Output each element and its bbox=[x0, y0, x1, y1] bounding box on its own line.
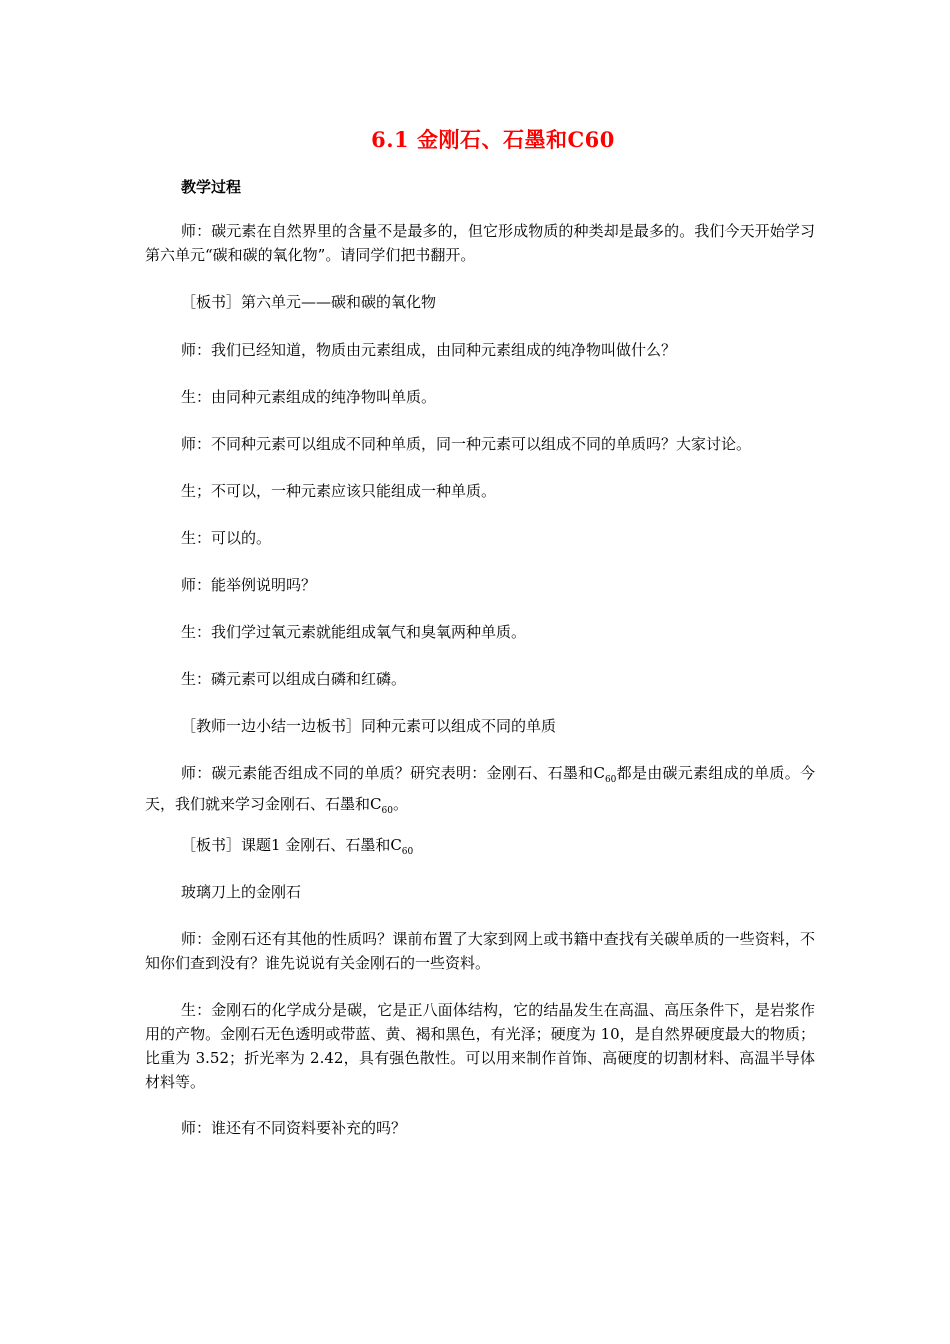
subscript: 60 bbox=[401, 847, 414, 857]
paragraph: 玻璃刀上的金刚石 bbox=[181, 883, 302, 901]
paragraph: 生：由同种元素组成的纯净物叫单质。 bbox=[181, 388, 437, 406]
paragraph: 生：我们学过氧元素就能组成氧气和臭氧两种单质。 bbox=[181, 623, 527, 641]
paragraph-text: 。 bbox=[392, 795, 408, 813]
subscript: 60 bbox=[604, 775, 617, 785]
paragraph: 生：可以的。 bbox=[181, 529, 272, 547]
paragraph: 师：能举例说明吗？ bbox=[181, 576, 317, 594]
paragraph-text: 都是由碳元素组成的单质。今天，我们就来学习金刚石、石墨和C bbox=[145, 764, 815, 813]
paragraph: 师：谁还有不同资料要补充的吗？ bbox=[181, 1119, 407, 1137]
paragraph bbox=[145, 833, 815, 864]
paragraph: ［教师一边小结一边板书］同种元素可以组成不同的单质 bbox=[181, 717, 557, 735]
subscript: 60 bbox=[381, 806, 393, 816]
paragraph: 生；不可以，一种元素应该只能组成一种单质。 bbox=[181, 482, 497, 500]
section-heading: 教学过程 bbox=[181, 178, 242, 196]
paragraph: 生：金刚石的化学成分是碳，它是正八面体结构，它的结晶发生在高温、高压条件下，是岩浆作用的产物。金刚石无色透明或带蓝、黄、褐和黑色，有光泽；硬度为 10，是自然界硬度最大的物质；比重为 3.52；折光率为 2.42，具有强色散性。可以用来制作首饰、高硬度的切割材料、高温半导体材料等。 bbox=[145, 1001, 815, 1091]
paragraph: 师：不同种元素可以组成不同种单质，同一种元素可以组成不同的单质吗？大家讨论。 bbox=[181, 435, 752, 453]
paragraph: 师：金刚石还有其他的性质吗？课前布置了大家到网上或书籍中查找有关碳单质的一些资料，不知你们查到没有？谁先说说有关金刚石的一些资料。 bbox=[145, 930, 815, 972]
paragraph: 生：磷元素可以组成白磷和红磷。 bbox=[181, 670, 407, 688]
paragraph-text: ［板书］课题1 金刚石、石墨和C bbox=[181, 836, 402, 854]
document-title: 6.1 金刚石、石墨和C60 bbox=[371, 127, 615, 152]
paragraph bbox=[145, 761, 815, 823]
paragraph: 师：我们已经知道，物质由元素组成，由同种元素组成的纯净物叫做什么？ bbox=[181, 341, 677, 359]
paragraph-text: 师：碳元素能否组成不同的单质？研究表明：金刚石、石墨和C bbox=[181, 764, 605, 782]
paragraph: ［板书］第六单元——碳和碳的氧化物 bbox=[181, 293, 437, 311]
paragraph: 师：碳元素在自然界里的含量不是最多的，但它形成物质的种类却是最多的。我们今天开始学习第六单元“碳和碳的氧化物”。请同学们把书翻开。 bbox=[145, 222, 815, 264]
